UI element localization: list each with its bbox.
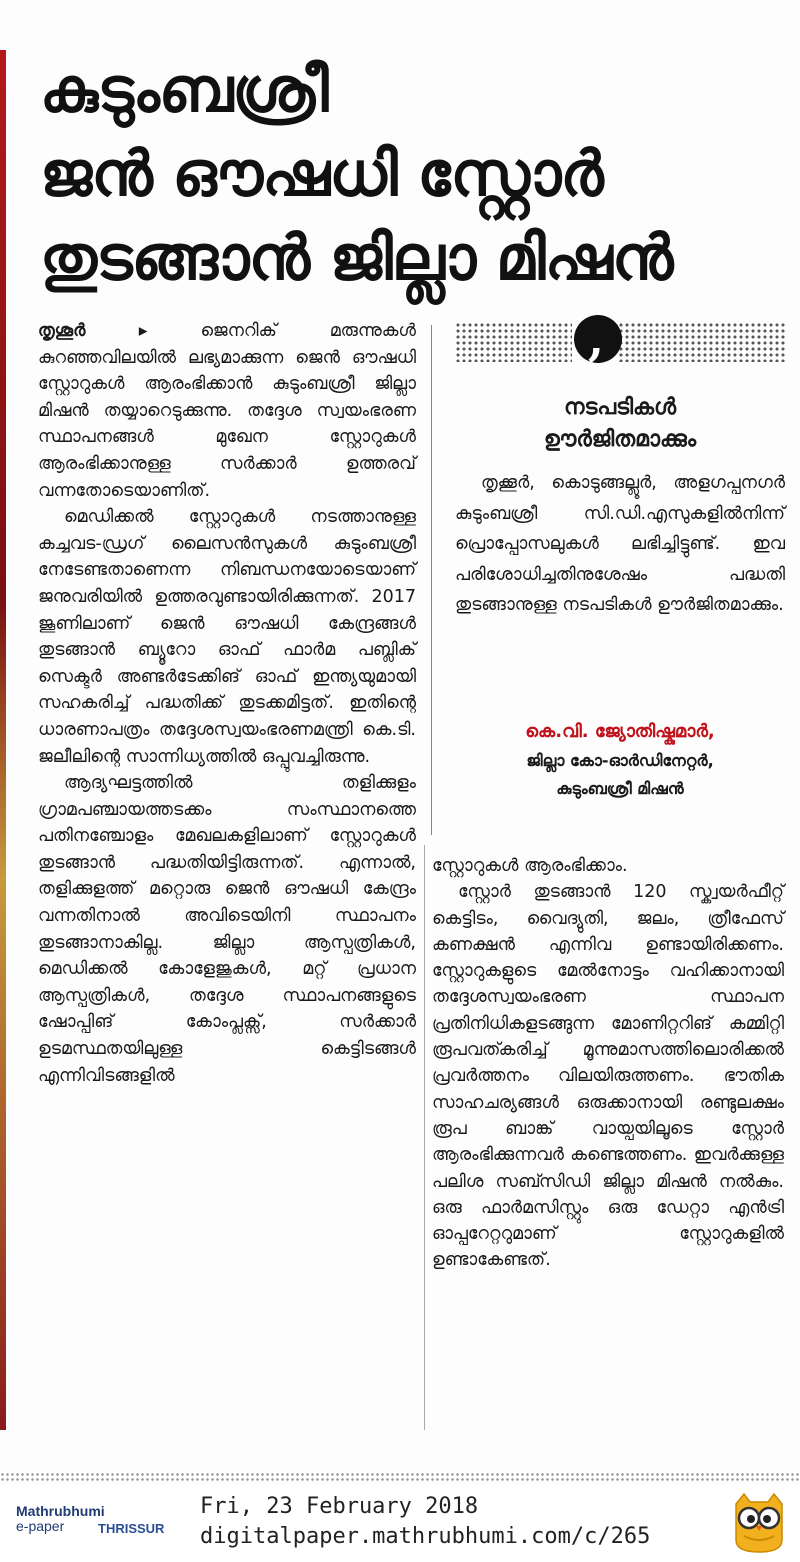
speaker-name: കെ.വി. ജ്യോതിഷ്കുമാർ, (525, 721, 715, 742)
quote-box-title-line-1: നടപടികൾ (563, 395, 677, 420)
publication-date: Fri, 23 February 2018 (200, 1494, 479, 1519)
speaker-role-1: ജില്ലാ കോ-ഓർഡിനേറ്റർ, (526, 751, 714, 770)
paragraph-1 (38, 318, 416, 504)
quote-box-body: തൃക്കൂർ, കൊടുങ്ങല്ലൂർ, അളഗപ്പനഗർ കുടുംബശ്രീ സി.ഡി.എസുകളിൽനിന്ന് പ്രൊപ്പോസലുകൾ ലഭിച്ചിട്ടുണ്ട്. ഇവ പരിശോധിച്ചതിനുശേഷം പദ്ധതി തുടങ്ങാനുള്ള നടപടികൾ ഊർജിതമാക്കും. (455, 473, 785, 615)
quote-attribution (455, 717, 785, 803)
footer-dotted-rule (0, 1472, 800, 1482)
paragraph-1-text: ജെനറിക് മരുന്നുകൾ കുറഞ്ഞവിലയിൽ ലഭ്യമാക്കുന്ന ജെൻ ഔഷധി സ്റ്റോറുകൾ ആരംഭിക്കാൻ കുടുംബശ്രീ ജില്ലാ മിഷൻ തയ്യാറെടുക്കുന്നു. തദ്ദേശ സ്വയംഭരണ സ്ഥാപനങ്ങൾ മുഖേന സ്റ്റോറുകൾ ആരംഭിക്കാനുള്ള സർക്കാർ ഉത്തരവ് വന്നതോടെയാണിത്. (38, 321, 416, 501)
right-paragraph-2: സ്റ്റോർ തുടങ്ങാൻ 120 സ്ക്വയർഫീറ്റ് കെട്ടിടം, വൈദ്യുതി, ജലം, ത്രീഫേസ് കണക്ഷൻ എന്നിവ ഉണ്ടായിരിക്കണം. സ്റ്റോറുകളുടെ മേൽനോട്ടം വഹിക്കാനായി തദ്ദേശസ്വയംഭരണ സ്ഥാപന പ്രതിനിധികളടങ്ങുന്ന മോണിറ്ററിങ് കമ്മിറ്റി രൂപവത്കരിച്ച് മൂന്നുമാസത്തിലൊരിക്കൽ പ്രവർത്തനം വിലയിരുത്തണം. ഭൗതിക സാഹചര്യങ്ങൾ ഒരുക്കാനായി രണ്ടുലക്ഷം രൂപ ബാങ്ക് വായ്പയിലൂടെ സ്റ്റോർ ആരംഭിക്കുന്നവർ കണ്ടെത്തണം. ഇവർക്കുള്ള പലിശ സബ്സിഡി ജില്ലാ മിഷൻ നൽകും. ഒരു ഫാർമസിസ്റ്റും ഒരു ഡേറ്റാ എൻട്രി ഓപ്പറേറ്ററുമാണ് സ്റ്റോറുകളിൽ ഉണ്ടാകേണ്ടത്. (432, 882, 784, 1271)
headline-line-2: ജൻ ഔഷധി സ്റ്റോർ (40, 137, 603, 210)
brand-logo[interactable] (16, 1504, 105, 1534)
speaker-role-2: കുടുംബശ്രീ മിഷൻ (556, 779, 684, 798)
adjacent-page-edge (0, 50, 6, 1430)
dateline: തൃശൂർ ▸ (38, 321, 148, 341)
page-url[interactable]: digitalpaper.mathrubhumi.com/c/265 (200, 1524, 651, 1549)
dotted-ornament-left (455, 322, 572, 362)
paragraph-3: ആദ്യഘട്ടത്തിൽ തളിക്കുളം ഗ്രാമപഞ്ചായത്തടക്കം സംസ്ഥാനത്തെ പതിനഞ്ചോളം മേഖലകളിലാണ് സ്റ്റോറുകൾ തുടങ്ങാൻ പദ്ധതിയിട്ടിരുന്നത്. എന്നാൽ, തളിക്കുളത്ത് മറ്റൊരു ജെൻ ഔഷധി കേന്ദ്രം വന്നതിനാൽ അവിടെയിനി സ്ഥാപനം തുടങ്ങാനാകില്ല. ജില്ലാ ആസ്പത്രികൾ, മെഡിക്കൽ കോളേജുകൾ, മറ്റ് പ്രധാന ആസ്പത്രികൾ, തദ്ദേശ സ്ഥാപനങ്ങളുടെ ഷോപ്പിങ് കോംപ്ലക്സ്, സർക്കാർ ഉടമസ്ഥതയിലുള്ള കെട്ടിടങ്ങൾ എന്നിവിടങ്ങളിൽ (38, 773, 416, 1086)
quote-box-title-line-2: ഊർജിതമാക്കും (543, 427, 697, 452)
dotted-ornament-right (618, 322, 786, 362)
left-column (38, 318, 416, 1089)
footer-info (200, 1492, 650, 1552)
owl-mascot-icon (730, 1490, 788, 1554)
right-paragraph-1: സ്റ്റോറുകൾ ആരംഭിക്കാം. (432, 856, 628, 876)
brand-line-2: e-paper (16, 1518, 65, 1534)
column-divider (431, 325, 432, 835)
headline-line-3: തുടങ്ങാൻ ജില്ലാ മിഷൻ (40, 221, 673, 294)
edition-label: THRISSUR (98, 1521, 165, 1536)
quote-box-title (480, 392, 760, 456)
headline (40, 48, 780, 300)
right-column (432, 853, 784, 1274)
quote-mark-icon: , (588, 312, 605, 366)
column-divider-lower (424, 845, 425, 1430)
paragraph-2: മെഡിക്കൽ സ്റ്റോറുകൾ നടത്താനുള്ള കച്ചവട-ഡ്രഗ് ലൈസൻസുകൾ കുടുംബശ്രീ നേടേണ്ടതാണെന്ന നിബന്ധനയോടെയാണ് ജനുവരിയിൽ ഉത്തരവുണ്ടായിരിക്കുന്നത്. 2017 ജൂണിലാണ് ജെൻ ഔഷധി കേന്ദ്രങ്ങൾ തുടങ്ങാൻ ബ്യൂറോ ഓഫ് ഫാർമ പബ്ലിക് സെക്ടർ അണ്ടർടേക്കിങ് ഓഫ് ഇന്ത്യയുമായി സഹകരിച്ച് പദ്ധതിക്ക് തുടക്കമിട്ടത്. ഇതിന്റെ ധാരണാപത്രം തദ്ദേശസ്വയംഭരണമന്ത്രി കെ.ടി. ജലീലിന്റെ സാന്നിധ്യത്തിൽ ഒപ്പുവച്ചിരുന്നു. (38, 507, 416, 767)
brand-line-1: Mathrubhumi (16, 1503, 105, 1519)
headline-line-1: കുടുംബശ്രീ (40, 53, 328, 126)
